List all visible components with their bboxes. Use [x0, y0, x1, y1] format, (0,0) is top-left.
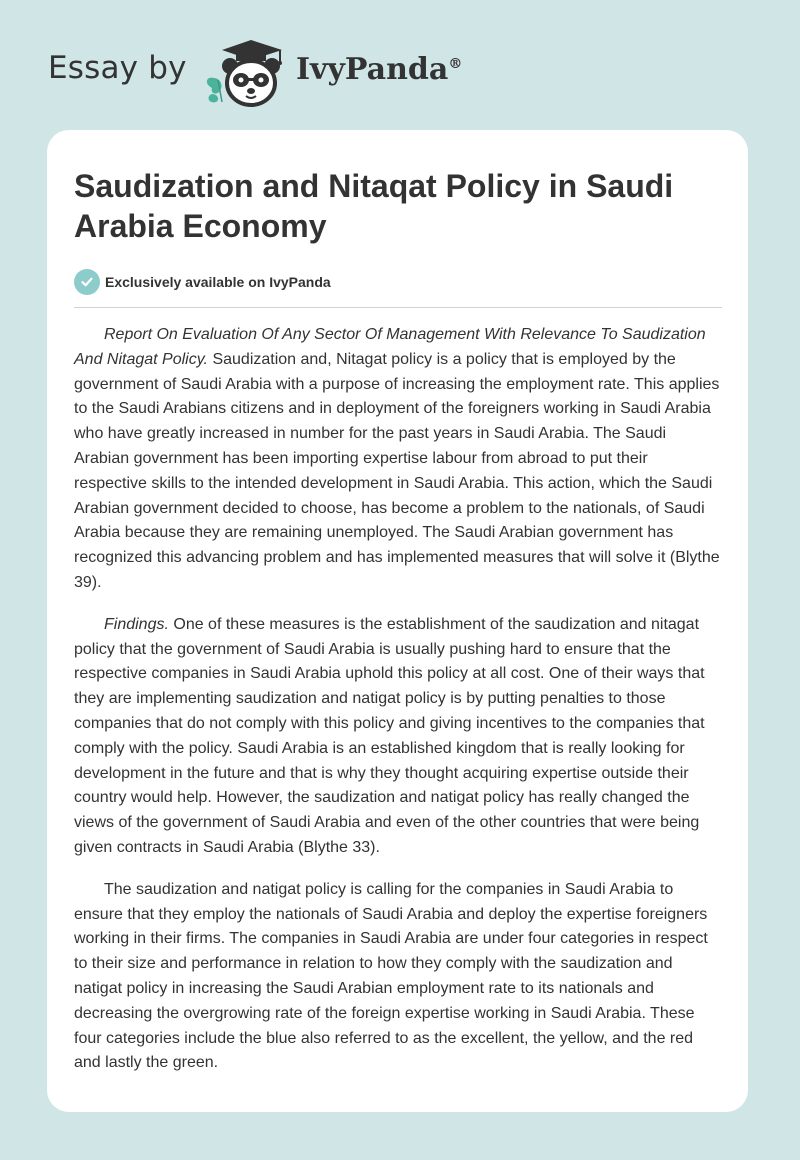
registered-mark: ® — [448, 56, 463, 72]
paragraph-text: Saudization and, Nitagat policy is a policy that is employed by the government of Saudi Arabia with a purpose of increasing the employment rate. This applies to the Saudi Arabians citizens and in deployment of the foreigners working in Saudi Arabia who have greatly increased in number for the past years in Saudi Arabia. The Saudi Arabian government has been importing expertise labour from abroad to put their respective skills to the intended development in Saudi Arabia. This action, which the Saudi Arabian government decided to choose, has become a problem to the nationals, of Saudi Arabia because they are remaining unemployed. The Saudi Arabian government has recognized this advancing problem and has implemented measures that will solve it (Blythe 39). — [74, 350, 720, 591]
panda-logo-icon[interactable] — [200, 36, 292, 108]
page-title: Saudization and Nitaqat Policy in Saudi Arabia Economy — [74, 168, 674, 244]
body-paragraph — [74, 323, 721, 596]
brand-label: IvyPanda — [296, 52, 449, 87]
body-paragraph — [74, 613, 721, 861]
divider — [74, 307, 722, 308]
check-icon — [74, 269, 100, 295]
paragraph-text: One of these measures is the establishment of the saudization and nitagat policy that the government of Saudi Arabia is usually pushing hard to ensure that the respective companies in Saudi Arabia uphold this policy at all cost. One of their ways that they are implementing saudization and natigat policy is by putting penalties to those companies that do not comply with this policy and giving incentives to the companies that comply with the policy. Saudi Arabia is an established kingdom that is really looking for development in the future and that is why they thought acquiring expertise outside their country would help. However, the saudization and natigat policy has really changed the views of the government of Saudi Arabia and even of the other countries that were being given contracts in Saudi Arabia (Blythe 33). — [74, 615, 705, 856]
essay-by-label: Essay by — [48, 50, 187, 86]
exclusive-badge-label: Exclusively available on IvyPanda — [105, 274, 331, 290]
paragraph-lead: Findings. — [104, 615, 169, 633]
paragraph-text: The saudization and natigat policy is calling for the companies in Saudi Arabia to ensure that they employ the nationals of Saudi Arabia and deploy the expertise foreigners working in their firms. The companies in Saudi Arabia are under four categories in respect to their size and performance in relation to how they comply with the saudization and natigat policy in increasing the Saudi Arabian employment rate to its nationals and decreasing the overgrowing rate of the foreign expertise working in Saudi Arabia. These four categories include the blue also referred to as the excellent, the yellow, and the red and lastly the green. — [74, 880, 708, 1072]
brand-name[interactable] — [296, 52, 462, 87]
paragraph-lead: Report On Evaluation Of Any Sector Of Management With Relevance To Saudization And Nitagat Policy. — [74, 326, 706, 368]
essay-card — [47, 130, 748, 1112]
body-paragraph — [74, 878, 721, 1076]
site-header — [0, 0, 800, 130]
exclusive-badge — [74, 268, 721, 296]
